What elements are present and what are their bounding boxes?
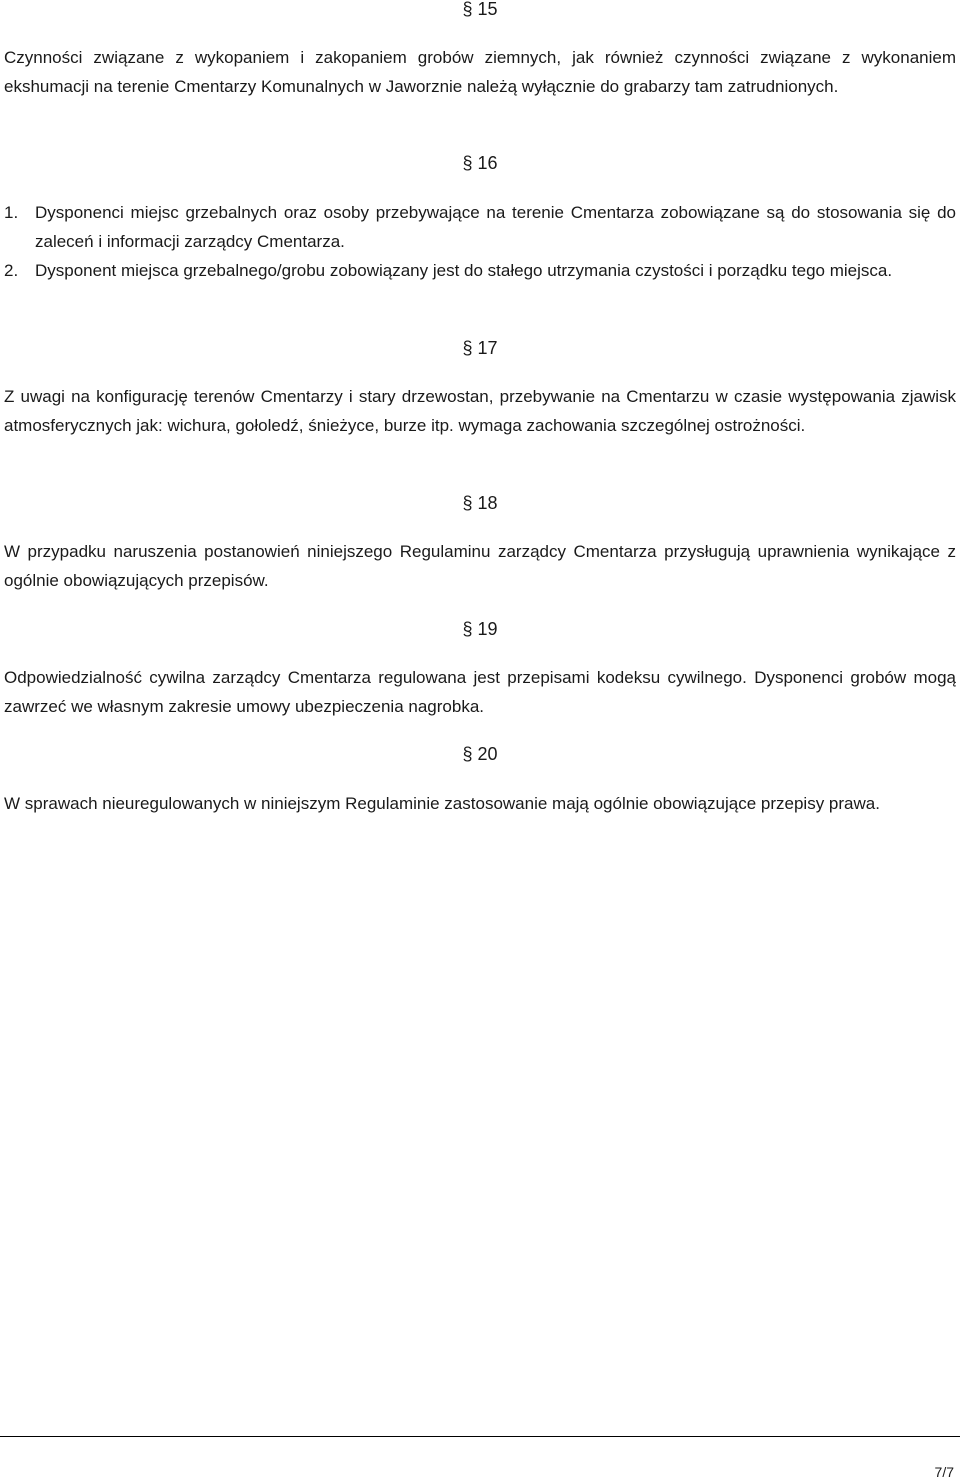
item-text: Dysponent miejsca grzebalnego/grobu zobowiązany jest do stałego utrzymania czystości i porządku tego miejsca. — [35, 261, 893, 280]
item-number: 1. — [4, 203, 19, 222]
section-15-heading: § 15 — [462, 0, 498, 19]
section-19-heading: § 19 — [462, 619, 498, 639]
item-number: 2. — [4, 261, 19, 280]
section-16-item-1 — [4, 198, 956, 256]
section-18-text: W przypadku naruszenia postanowień niniejszego Regulaminu zarządcy Cmentarza przysługują uprawnienia wynikające z ogólnie obowiązujących przepisów. — [4, 542, 956, 590]
page-number: 7/7 — [934, 1464, 954, 1480]
section-17-text: Z uwagi na konfigurację terenów Cmentarzy i stary drzewostan, przebywanie na Cmentarzu w czasie występowania zjawisk atmosferycznych jak: wichura, gołoledź, śnieżyce, burze itp. wymaga zachowania szczególnej ostrożności. — [4, 387, 956, 435]
section-16-item-2 — [4, 256, 956, 285]
section-20-heading: § 20 — [462, 744, 498, 764]
section-19-text: Odpowiedzialność cywilna zarządcy Cmentarza regulowana jest przepisami kodeksu cywilnego. Dysponenci grobów mogą zawrzeć we własnym zakresie umowy ubezpieczenia nagrobka. — [4, 668, 956, 716]
section-18-heading: § 18 — [462, 493, 498, 513]
section-15-text: Czynności związane z wykopaniem i zakopaniem grobów ziemnych, jak również czynności związane z wykonaniem ekshumacji na terenie Cmentarzy Komunalnych w Jaworznie należą wyłącznie do grabarzy tam zatrudnionych. — [4, 48, 956, 96]
section-17-heading: § 17 — [462, 338, 498, 358]
section-20-text: W sprawach nieuregulowanych w niniejszym Regulaminie zastosowanie mają ogólnie obowiązujące przepisy prawa. — [4, 794, 880, 813]
footer-divider — [0, 1436, 960, 1437]
section-16-heading: § 16 — [462, 153, 498, 173]
item-text: Dysponenci miejsc grzebalnych oraz osoby przebywające na terenie Cmentarza zobowiązane są do stosowania się do zaleceń i informacji zarządcy Cmentarza. — [35, 203, 956, 251]
